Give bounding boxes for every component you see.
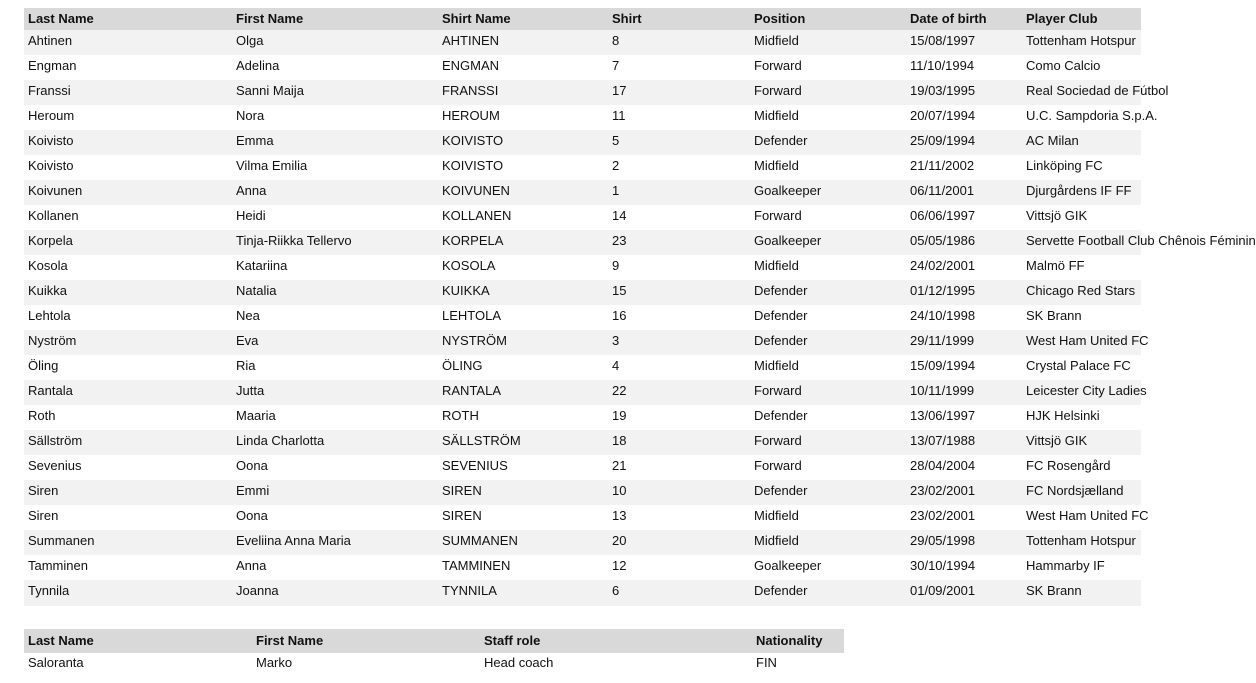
cell-shirt-name: SIREN	[438, 505, 608, 530]
cell-position: Defender	[750, 130, 906, 155]
table-row	[24, 405, 1141, 430]
cell-date-of-birth: 15/08/1997	[906, 30, 1022, 55]
cell-shirt-name: TAMMINEN	[438, 555, 608, 580]
cell-shirt: 6	[608, 580, 750, 606]
cell-date-of-birth: 21/11/2002	[906, 155, 1022, 180]
cell-last-name: Franssi	[24, 80, 232, 105]
cell-shirt: 18	[608, 430, 750, 455]
players-table	[24, 8, 1256, 606]
cell-position: Defender	[750, 405, 906, 430]
cell-first-name: Vilma Emilia	[232, 155, 438, 180]
cell-player-club: Linköping FC	[1022, 155, 1141, 180]
cell-date-of-birth: 15/09/1994	[906, 355, 1022, 380]
cell-shirt: 5	[608, 130, 750, 155]
cell-date-of-birth: 01/09/2001	[906, 580, 1022, 606]
cell-player-club: Tottenham Hotspur	[1022, 530, 1141, 555]
cell-date-of-birth: 24/02/2001	[906, 255, 1022, 280]
cell-first-name: Nora	[232, 105, 438, 130]
cell-date-of-birth: 29/11/1999	[906, 330, 1022, 355]
cell-shirt: 2	[608, 155, 750, 180]
table-row	[24, 455, 1141, 480]
cell-shirt-name: SUMMANEN	[438, 530, 608, 555]
cell-player-club: West Ham United FC	[1022, 505, 1141, 530]
cell-first-name: Marko	[252, 653, 480, 675]
cell-first-name: Oona	[232, 505, 438, 530]
cell-last-name: Sevenius	[24, 455, 232, 480]
cell-first-name: Heidi	[232, 205, 438, 230]
cell-player-club: West Ham United FC	[1022, 330, 1141, 355]
cell-shirt-name: ENGMAN	[438, 55, 608, 80]
staff-table-header	[24, 629, 844, 653]
cell-position: Midfield	[750, 105, 906, 130]
column-header-staff-role: Staff role	[480, 629, 752, 653]
cell-position: Forward	[750, 455, 906, 480]
cell-shirt-name: ROTH	[438, 405, 608, 430]
cell-shirt: 7	[608, 55, 750, 80]
column-header-first-name: First Name	[252, 629, 480, 653]
cell-shirt: 1	[608, 180, 750, 205]
cell-first-name: Joanna	[232, 580, 438, 606]
cell-first-name: Linda Charlotta	[232, 430, 438, 455]
cell-first-name: Anna	[232, 180, 438, 205]
table-row	[24, 580, 1141, 606]
table-row	[24, 155, 1141, 180]
cell-shirt: 15	[608, 280, 750, 305]
cell-position: Defender	[750, 580, 906, 606]
cell-last-name: Roth	[24, 405, 232, 430]
cell-position: Defender	[750, 305, 906, 330]
cell-date-of-birth: 01/12/1995	[906, 280, 1022, 305]
cell-shirt: 19	[608, 405, 750, 430]
header-row	[24, 629, 844, 653]
cell-date-of-birth: 11/10/1994	[906, 55, 1022, 80]
cell-last-name: Nyström	[24, 330, 232, 355]
cell-first-name: Olga	[232, 30, 438, 55]
column-header-last-name: Last Name	[24, 629, 252, 653]
cell-position: Goalkeeper	[750, 555, 906, 580]
cell-shirt-name: AHTINEN	[438, 30, 608, 55]
table-row	[24, 530, 1141, 555]
cell-shirt: 16	[608, 305, 750, 330]
cell-shirt-name: SÄLLSTRÖM	[438, 430, 608, 455]
cell-shirt-name: LEHTOLA	[438, 305, 608, 330]
table-row	[24, 280, 1141, 305]
cell-position: Midfield	[750, 355, 906, 380]
cell-player-club: Servette Football Club Chênois Féminin	[1022, 230, 1141, 255]
cell-last-name: Koivisto	[24, 155, 232, 180]
cell-player-club: AC Milan	[1022, 130, 1141, 155]
cell-player-club: Vittsjö GIK	[1022, 430, 1141, 455]
cell-player-club: Leicester City Ladies	[1022, 380, 1141, 405]
cell-staff-role: Head coach	[480, 653, 752, 675]
cell-last-name: Lehtola	[24, 305, 232, 330]
cell-first-name: Eva	[232, 330, 438, 355]
cell-first-name: Nea	[232, 305, 438, 330]
cell-last-name: Sällström	[24, 430, 232, 455]
cell-position: Forward	[750, 55, 906, 80]
cell-last-name: Kollanen	[24, 205, 232, 230]
cell-last-name: Heroum	[24, 105, 232, 130]
cell-shirt-name: FRANSSI	[438, 80, 608, 105]
cell-last-name: Summanen	[24, 530, 232, 555]
table-row	[24, 380, 1141, 405]
cell-shirt: 22	[608, 380, 750, 405]
table-row	[24, 355, 1141, 380]
cell-last-name: Siren	[24, 480, 232, 505]
cell-date-of-birth: 05/05/1986	[906, 230, 1022, 255]
cell-shirt: 11	[608, 105, 750, 130]
players-table-body	[24, 30, 1256, 606]
cell-shirt-name: SEVENIUS	[438, 455, 608, 480]
cell-shirt: 13	[608, 505, 750, 530]
table-row	[24, 653, 844, 675]
table-row	[24, 80, 1141, 105]
cell-date-of-birth: 28/04/2004	[906, 455, 1022, 480]
cell-last-name: Kuikka	[24, 280, 232, 305]
column-header-date-of-birth: Date of birth	[906, 8, 1022, 30]
cell-shirt: 14	[608, 205, 750, 230]
staff-table	[24, 629, 844, 675]
cell-date-of-birth: 06/06/1997	[906, 205, 1022, 230]
cell-position: Midfield	[750, 30, 906, 55]
cell-shirt: 4	[608, 355, 750, 380]
cell-shirt-name: NYSTRÖM	[438, 330, 608, 355]
table-row	[24, 55, 1141, 80]
cell-last-name: Tynnila	[24, 580, 232, 606]
table-row	[24, 255, 1141, 280]
cell-position: Defender	[750, 480, 906, 505]
cell-first-name: Eveliina Anna Maria	[232, 530, 438, 555]
cell-last-name: Siren	[24, 505, 232, 530]
cell-last-name: Saloranta	[24, 653, 252, 675]
table-row	[24, 130, 1141, 155]
cell-last-name: Koivisto	[24, 130, 232, 155]
cell-player-club: Vittsjö GIK	[1022, 205, 1141, 230]
cell-player-club: HJK Helsinki	[1022, 405, 1141, 430]
cell-position: Forward	[750, 80, 906, 105]
cell-shirt-name: KORPELA	[438, 230, 608, 255]
cell-position: Midfield	[750, 530, 906, 555]
cell-position: Midfield	[750, 505, 906, 530]
cell-date-of-birth: 30/10/1994	[906, 555, 1022, 580]
cell-first-name: Emmi	[232, 480, 438, 505]
cell-shirt-name: TYNNILA	[438, 580, 608, 606]
cell-first-name: Maaria	[232, 405, 438, 430]
column-header-shirt-name: Shirt Name	[438, 8, 608, 30]
cell-shirt: 20	[608, 530, 750, 555]
cell-date-of-birth: 29/05/1998	[906, 530, 1022, 555]
header-row	[24, 8, 1141, 30]
column-header-last-name: Last Name	[24, 8, 232, 30]
cell-player-club: Tottenham Hotspur	[1022, 30, 1141, 55]
cell-shirt-name: KOLLANEN	[438, 205, 608, 230]
cell-player-club: FC Nordsjælland	[1022, 480, 1141, 505]
players-table-header	[24, 8, 1141, 30]
cell-position: Midfield	[750, 155, 906, 180]
cell-last-name: Rantala	[24, 380, 232, 405]
cell-player-club: Djurgårdens IF FF	[1022, 180, 1141, 205]
cell-date-of-birth: 19/03/1995	[906, 80, 1022, 105]
table-row	[24, 555, 1141, 580]
cell-player-club: Real Sociedad de Fútbol	[1022, 80, 1141, 105]
cell-first-name: Sanni Maija	[232, 80, 438, 105]
cell-shirt: 23	[608, 230, 750, 255]
table-row	[24, 330, 1141, 355]
cell-position: Goalkeeper	[750, 230, 906, 255]
cell-shirt-name: KOSOLA	[438, 255, 608, 280]
cell-last-name: Tamminen	[24, 555, 232, 580]
table-row	[24, 30, 1141, 55]
cell-shirt-name: KOIVISTO	[438, 130, 608, 155]
cell-player-club: Chicago Red Stars	[1022, 280, 1141, 305]
cell-nationality: FIN	[752, 653, 844, 675]
table-row	[24, 430, 1141, 455]
cell-shirt-name: RANTALA	[438, 380, 608, 405]
table-row	[24, 180, 1141, 205]
cell-shirt: 12	[608, 555, 750, 580]
cell-player-club: U.C. Sampdoria S.p.A.	[1022, 105, 1141, 130]
cell-date-of-birth: 20/07/1994	[906, 105, 1022, 130]
cell-last-name: Engman	[24, 55, 232, 80]
column-header-first-name: First Name	[232, 8, 438, 30]
cell-player-club: SK Brann	[1022, 305, 1141, 330]
cell-shirt: 17	[608, 80, 750, 105]
table-row	[24, 505, 1141, 530]
cell-shirt-name: ÖLING	[438, 355, 608, 380]
cell-date-of-birth: 25/09/1994	[906, 130, 1022, 155]
cell-shirt: 10	[608, 480, 750, 505]
cell-last-name: Ahtinen	[24, 30, 232, 55]
cell-player-club: Crystal Palace FC	[1022, 355, 1141, 380]
cell-date-of-birth: 10/11/1999	[906, 380, 1022, 405]
cell-last-name: Kosola	[24, 255, 232, 280]
cell-first-name: Oona	[232, 455, 438, 480]
cell-position: Defender	[750, 280, 906, 305]
cell-shirt-name: KOIVUNEN	[438, 180, 608, 205]
table-row	[24, 305, 1141, 330]
cell-player-club: Como Calcio	[1022, 55, 1141, 80]
cell-player-club: FC Rosengård	[1022, 455, 1141, 480]
column-header-nationality: Nationality	[752, 629, 844, 653]
cell-first-name: Katariina	[232, 255, 438, 280]
cell-first-name: Tinja-Riikka Tellervo	[232, 230, 438, 255]
table-row	[24, 105, 1141, 130]
cell-first-name: Ria	[232, 355, 438, 380]
staff-table-body	[24, 653, 844, 675]
cell-first-name: Natalia	[232, 280, 438, 305]
cell-position: Forward	[750, 430, 906, 455]
column-header-shirt: Shirt	[608, 8, 750, 30]
column-header-position: Position	[750, 8, 906, 30]
cell-first-name: Jutta	[232, 380, 438, 405]
cell-date-of-birth: 23/02/2001	[906, 480, 1022, 505]
cell-shirt: 8	[608, 30, 750, 55]
cell-shirt-name: SIREN	[438, 480, 608, 505]
cell-first-name: Emma	[232, 130, 438, 155]
cell-player-club: SK Brann	[1022, 580, 1141, 606]
cell-position: Forward	[750, 205, 906, 230]
cell-shirt-name: KOIVISTO	[438, 155, 608, 180]
cell-date-of-birth: 13/07/1988	[906, 430, 1022, 455]
cell-shirt: 3	[608, 330, 750, 355]
cell-position: Midfield	[750, 255, 906, 280]
cell-last-name: Korpela	[24, 230, 232, 255]
cell-last-name: Koivunen	[24, 180, 232, 205]
table-row	[24, 205, 1141, 230]
cell-date-of-birth: 06/11/2001	[906, 180, 1022, 205]
cell-shirt-name: KUIKKA	[438, 280, 608, 305]
cell-date-of-birth: 24/10/1998	[906, 305, 1022, 330]
cell-shirt: 9	[608, 255, 750, 280]
cell-first-name: Adelina	[232, 55, 438, 80]
cell-player-club: Malmö FF	[1022, 255, 1141, 280]
cell-position: Forward	[750, 380, 906, 405]
cell-position: Goalkeeper	[750, 180, 906, 205]
cell-shirt-name: HEROUM	[438, 105, 608, 130]
column-header-player-club: Player Club	[1022, 8, 1141, 30]
table-row	[24, 230, 1141, 255]
cell-date-of-birth: 23/02/2001	[906, 505, 1022, 530]
cell-last-name: Öling	[24, 355, 232, 380]
cell-date-of-birth: 13/06/1997	[906, 405, 1022, 430]
table-row	[24, 480, 1141, 505]
cell-first-name: Anna	[232, 555, 438, 580]
cell-position: Defender	[750, 330, 906, 355]
cell-player-club: Hammarby IF	[1022, 555, 1141, 580]
cell-shirt: 21	[608, 455, 750, 480]
